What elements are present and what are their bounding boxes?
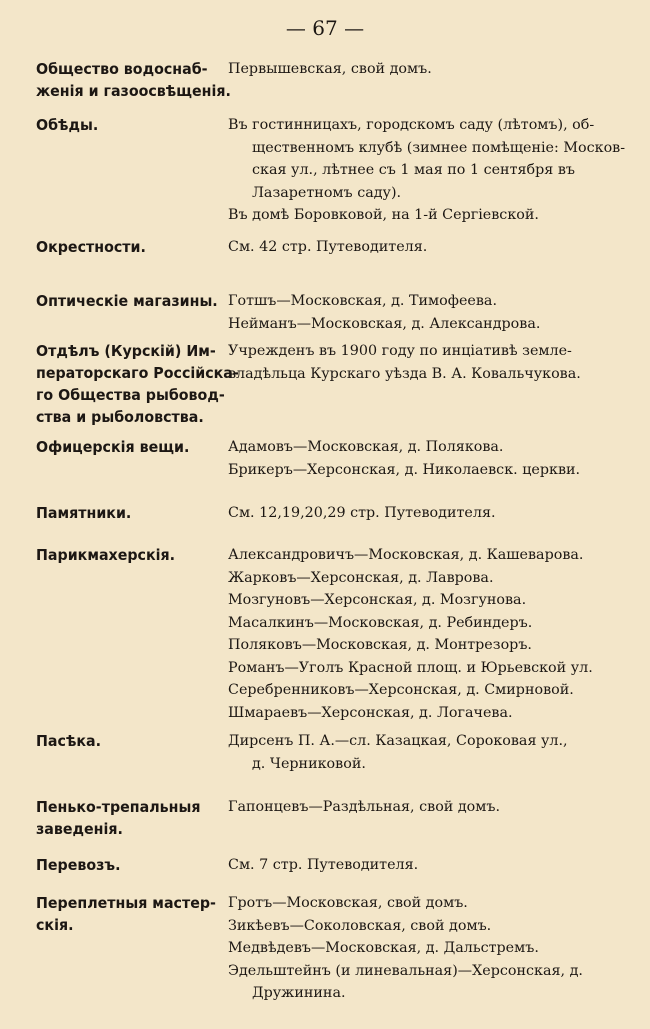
- entry-description-line: См. 7 стр. Путеводителя.: [228, 857, 419, 873]
- entry-term-line: Переплетныя мастер-: [36, 894, 216, 912]
- entry-description-line: Въ домѣ Боровковой, на 1-й Сергіевской.: [228, 207, 539, 223]
- entry-term-line: скія.: [36, 916, 74, 934]
- directory-entry: [36, 796, 636, 840]
- entry-description: [228, 58, 636, 81]
- entry-description-line: щественномъ клубѣ (зимнее помѣщеніе: Москов-: [252, 139, 626, 156]
- entry-description-line: Лазаретномъ саду).: [252, 184, 402, 201]
- entry-term-line: женія и газоосвѣщенія.: [36, 82, 231, 100]
- entry-term: [36, 544, 215, 566]
- entry-term-line: ства и рыболовства.: [36, 408, 204, 426]
- entry-term: [36, 290, 218, 312]
- entry-description-line: Гапонцевъ—Раздѣльная, свой домъ.: [228, 799, 501, 815]
- entry-description-line: См. 42 стр. Путеводителя.: [228, 239, 428, 255]
- entry-term-line: Общество водоснаб-: [36, 60, 208, 78]
- directory-entry: [36, 502, 636, 525]
- entry-description-line: См. 12,19,20,29 стр. Путеводителя.: [228, 505, 496, 521]
- entry-description-line: Дружинина.: [252, 985, 346, 1001]
- entry-description: [228, 236, 636, 259]
- entry-description: [228, 340, 636, 385]
- entry-description: [228, 290, 636, 335]
- entry-description-line: д. Черниковой.: [252, 755, 366, 772]
- entry-term: [36, 730, 215, 752]
- entry-description-line: Учрежденъ въ 1900 году по инціативѣ земле-: [228, 343, 572, 359]
- entry-term: [36, 796, 215, 840]
- entry-term-line: го Общества рыбовод-: [36, 386, 225, 404]
- directory-entry: [36, 114, 636, 227]
- entry-description-line: Шмараевъ—Херсонская, д. Логачева.: [228, 704, 513, 721]
- entry-description: [228, 796, 636, 819]
- entry-description-line: Зикѣевъ—Соколовская, свой домъ.: [228, 917, 492, 934]
- entry-term-line: Пасѣка.: [36, 732, 102, 750]
- entry-term: [36, 114, 215, 136]
- directory-entry: [36, 290, 636, 335]
- entry-description-line: Романъ—Уголъ Красной площ. и Юрьевской ул.: [228, 659, 593, 676]
- entry-term-line: Парикмахерскія.: [36, 546, 176, 564]
- entry-description-line: Масалкинъ—Московская, д. Ребиндеръ.: [228, 614, 533, 631]
- entry-term: [36, 340, 239, 428]
- entry-description-line: Брикеръ—Херсонская, д. Николаевск. церкви.: [228, 461, 581, 478]
- entry-description: [228, 892, 636, 1005]
- entry-term: [36, 436, 215, 458]
- entry-term-line: Офицерскія вещи.: [36, 438, 190, 456]
- entry-term-line: Окрестности.: [36, 238, 146, 256]
- entry-term-line: ператорскаго Россійска-: [36, 364, 239, 382]
- entry-term: [36, 58, 231, 102]
- entry-description: [228, 730, 636, 775]
- entry-term-line: Пенько-трепальныя: [36, 798, 201, 816]
- entry-description-line: Поляковъ—Московская, д. Монтрезоръ.: [228, 637, 532, 653]
- entry-term: [36, 502, 215, 524]
- entry-description-line: Эдельштейнъ (и линевальная)—Херсонская, д.: [228, 962, 583, 979]
- entry-term-line: Оптическіе магазины.: [36, 292, 218, 310]
- entry-term: [36, 854, 215, 876]
- entry-description-line: Жарковъ—Херсонская, д. Лаврова.: [228, 569, 494, 586]
- entry-description-line: Серебренниковъ—Херсонская, д. Смирновой.: [228, 682, 574, 698]
- entry-description-line: ская ул., лѣтнее съ 1 мая по 1 сентября въ: [252, 162, 575, 178]
- entry-description-line: Въ гостинницахъ, городскомъ саду (лѣтомъ), об-: [228, 117, 595, 133]
- entry-term: [36, 892, 215, 936]
- entry-description-line: Медвѣдевъ—Московская, д. Дальстремъ.: [228, 940, 539, 956]
- entry-description-line: Гротъ—Московская, свой домъ.: [228, 895, 468, 911]
- entry-description: [228, 502, 636, 525]
- entry-term-line: Памятники.: [36, 504, 132, 522]
- entry-description-line: Мозгуновъ—Херсонская, д. Мозгунова.: [228, 592, 527, 608]
- directory-entry: [36, 730, 636, 775]
- entry-term-line: заведенія.: [36, 820, 123, 838]
- directory-entry: [36, 854, 636, 877]
- page-number: — 67 —: [285, 16, 365, 40]
- entry-description-line: Дирсенъ П. А.—сл. Казацкая, Сороковая ул.,: [228, 733, 568, 749]
- entry-term-line: Обѣды.: [36, 116, 99, 134]
- entry-description-line: Адамовъ—Московская, д. Полякова.: [228, 439, 504, 455]
- entry-description: [228, 544, 636, 724]
- directory-entry: [36, 892, 636, 1005]
- entry-description-line: владѣльца Курскаго уѣзда В. А. Ковальчукова.: [228, 365, 581, 382]
- entry-description: [228, 854, 636, 877]
- entry-term-line: Отдѣлъ (Курскій) Им-: [36, 342, 216, 360]
- entry-description-line: Первышевская, свой домъ.: [228, 61, 432, 77]
- entry-term: [36, 236, 215, 258]
- directory-entry: [36, 340, 636, 428]
- entry-description-line: Нейманъ—Московская, д. Александрова.: [228, 315, 541, 332]
- directory-entry: [36, 236, 636, 259]
- directory-entry: [36, 544, 636, 724]
- entry-description: [228, 436, 636, 481]
- directory-entry: [36, 58, 636, 102]
- entry-description-line: Александровичъ—Московская, д. Кашеварова.: [228, 547, 584, 563]
- entry-description: [228, 114, 636, 227]
- entry-description-line: Готшъ—Московская, д. Тимофеева.: [228, 293, 498, 309]
- directory-entry: [36, 436, 636, 481]
- entry-term-line: Перевозъ.: [36, 856, 121, 874]
